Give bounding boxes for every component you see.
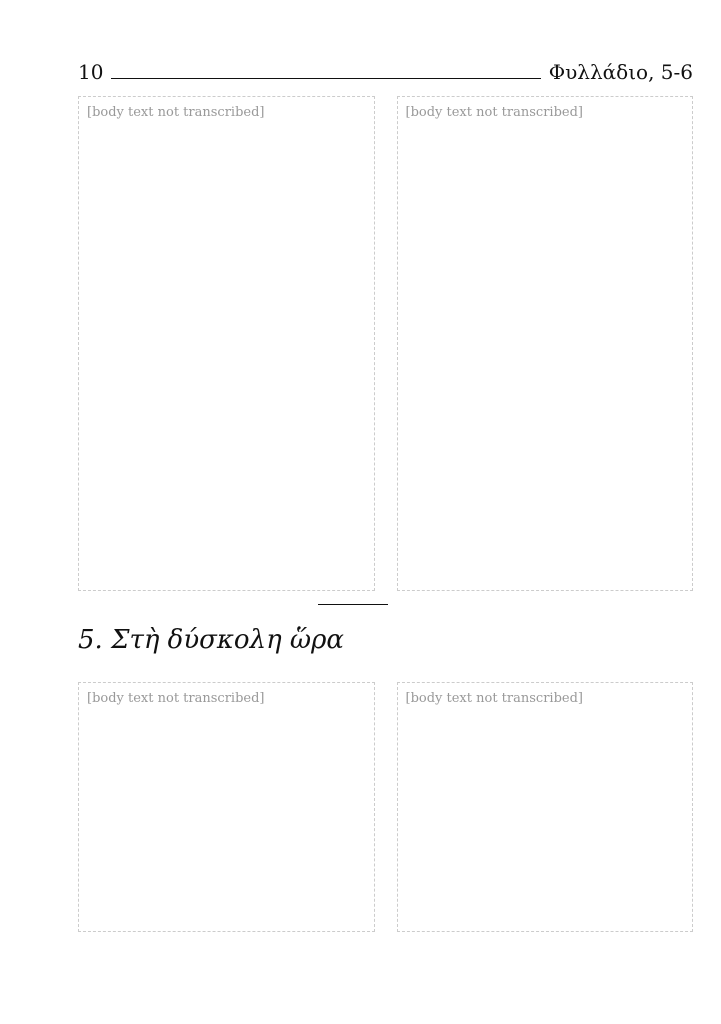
bottom-left-column: [body text not transcribed]: [78, 682, 375, 932]
page-number: 10: [78, 60, 104, 84]
bottom-right-column: [body text not transcribed]: [397, 682, 694, 932]
section-title: 5. Στὴ δύσκολη ὥρα: [78, 625, 344, 655]
section-divider: [318, 604, 388, 605]
header-rule: [111, 78, 540, 79]
page-header: [78, 60, 693, 84]
top-right-column: [body text not transcribed]: [397, 96, 694, 591]
top-columns: [78, 96, 693, 591]
running-title: Φυλλάδιο, 5-6: [548, 60, 693, 84]
top-left-column: [body text not transcribed]: [78, 96, 375, 591]
bottom-columns: [78, 682, 693, 932]
